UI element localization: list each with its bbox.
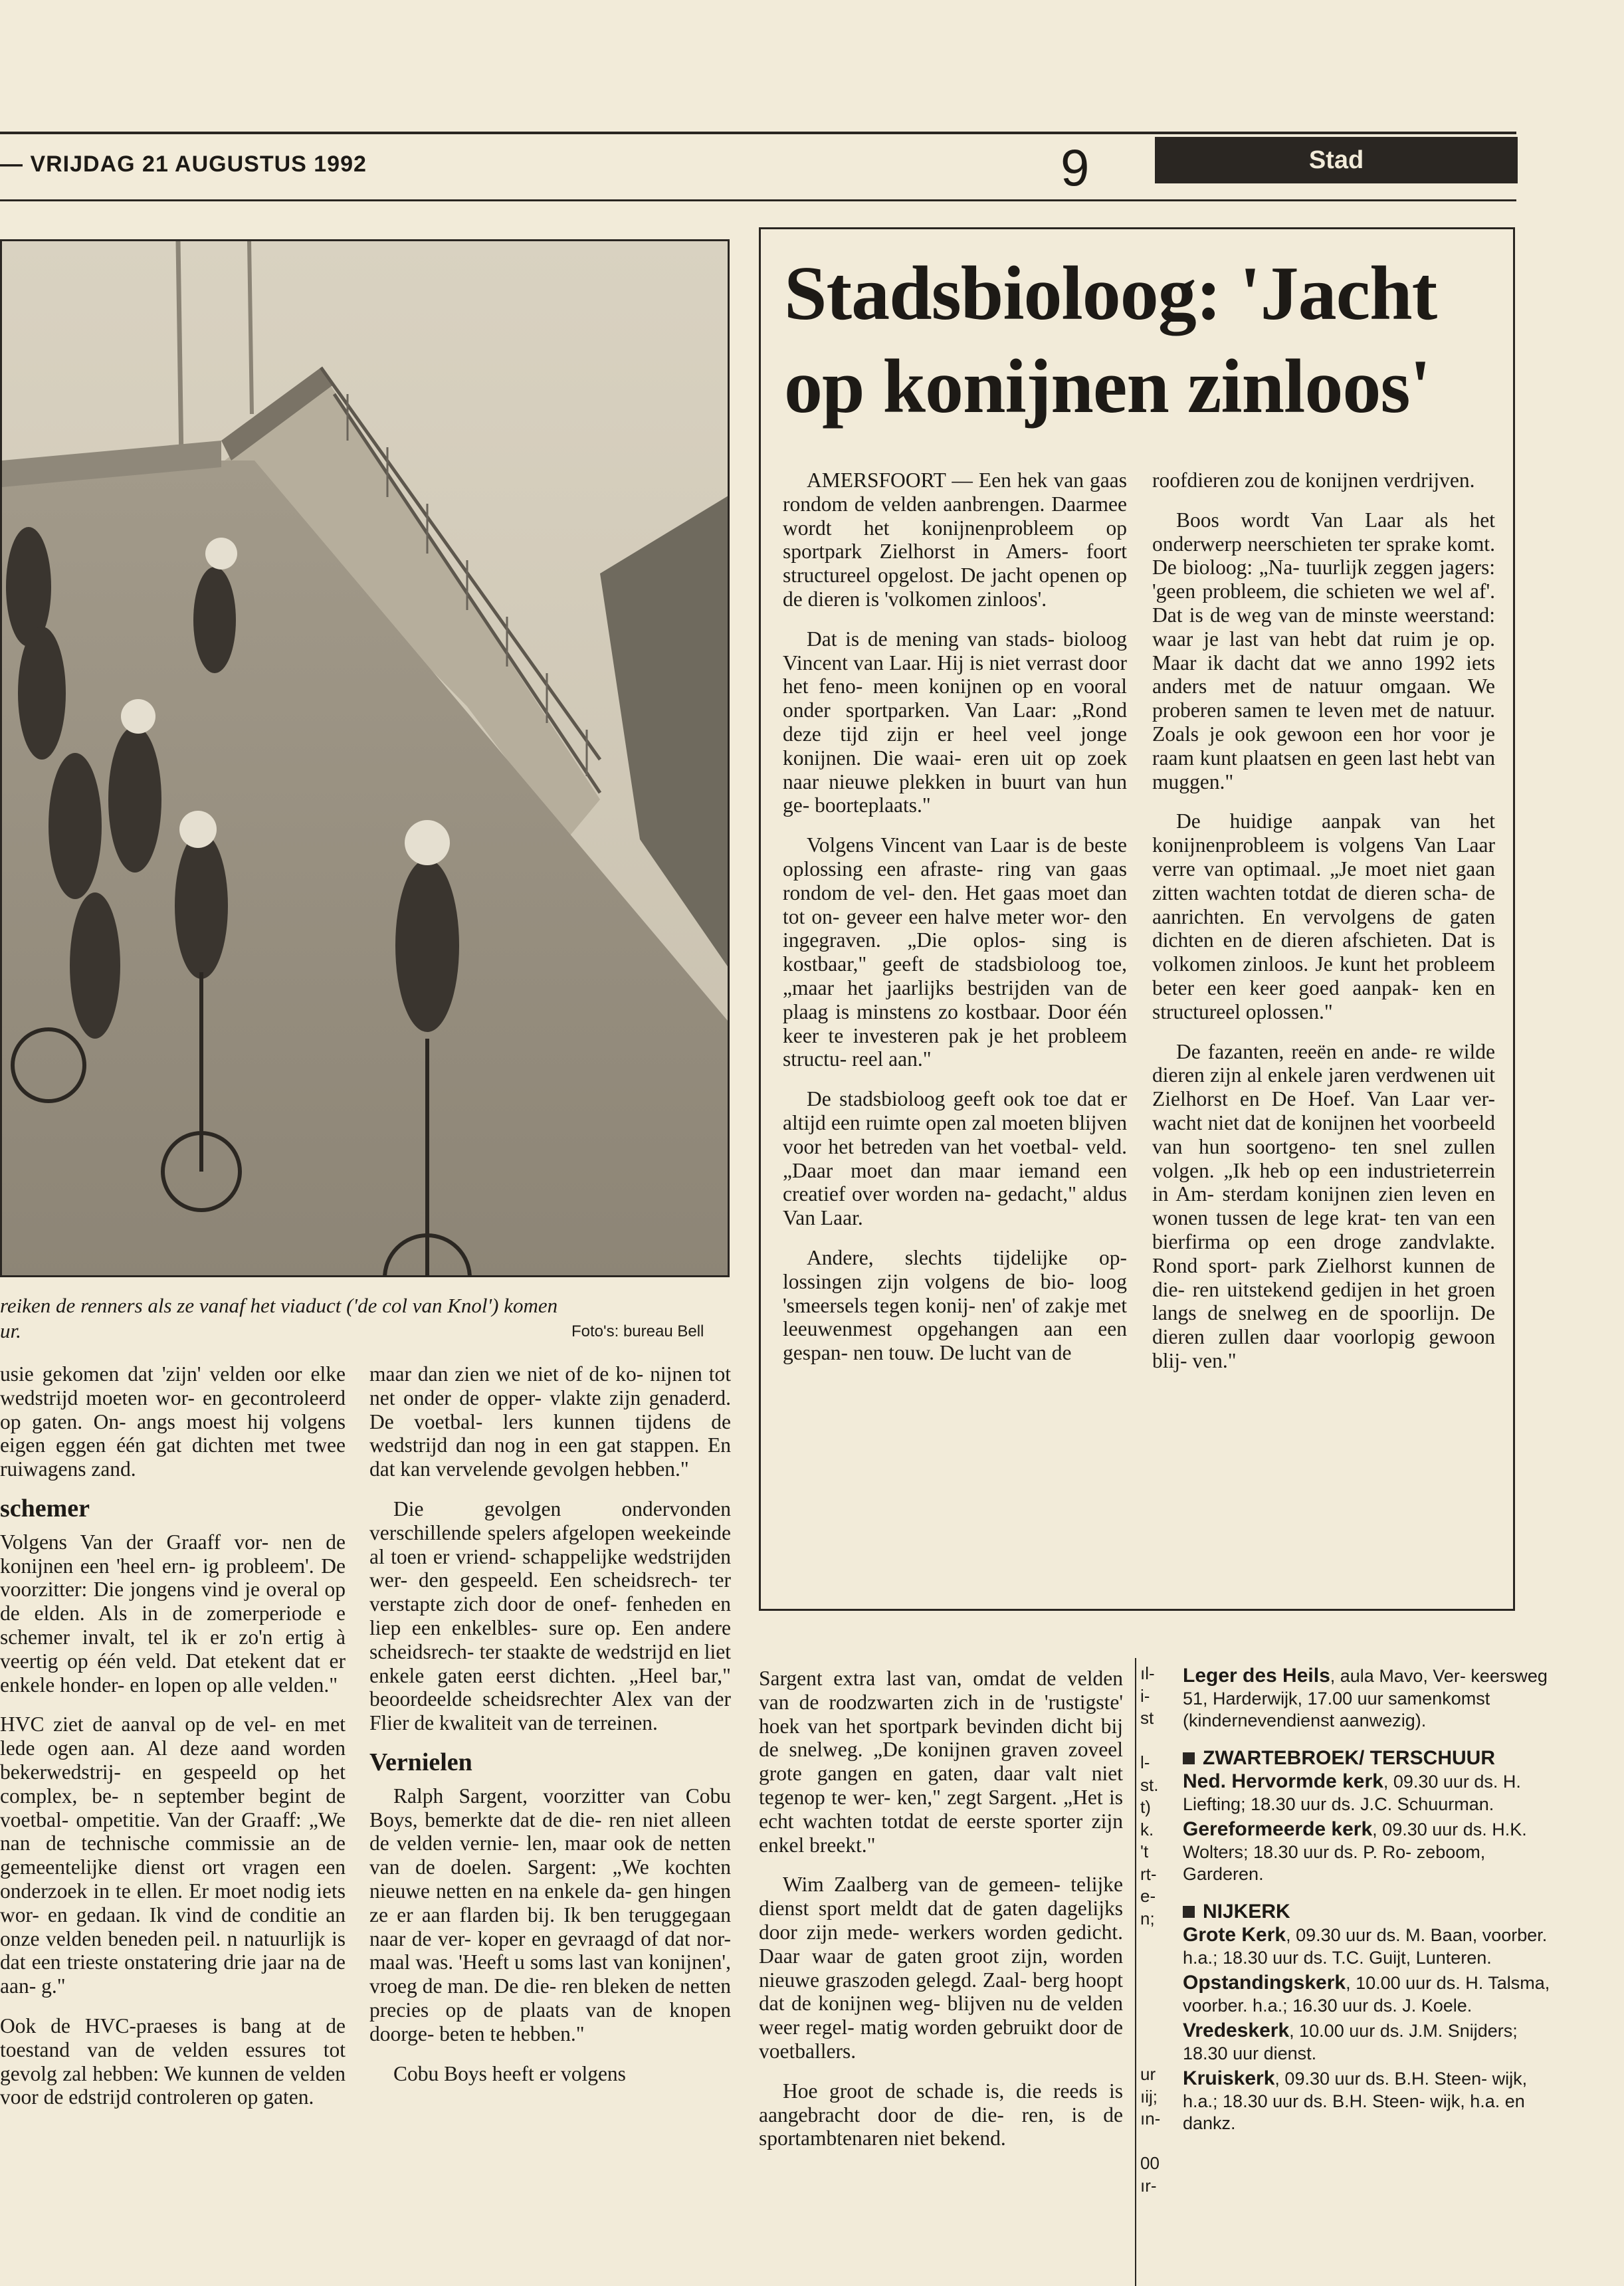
paragraph: Cobu Boys heeft er volgens: [393, 2061, 626, 2085]
listing-entry: [1183, 1665, 1555, 1732]
left-article-col2: [369, 1362, 731, 2286]
church-name: Kruiskerk: [1183, 2067, 1275, 2089]
main-headline: Stadsbioloog: 'Jacht op konijnen zinloos': [784, 251, 1437, 429]
listing-entry: [1183, 1924, 1555, 1969]
paragraph: Ralph Sargent, voorzitter van Cobu Boys, bemerkte dat de die- ren niet alleen de velden vernie- len, maar ook de netten van de doelen. Sargent: „We kochten nieuwe netten en na enkele da- gen hingen ze er aan flarden bij. Ik ben teruggegaan naar de ver- koper en gevraagd of dat nor- maal was. 'Heeft u soms last van konijnen', vroeg de man. De die- ren bleken de netten precies op de plaats van de knopen doorge- beten te hebben.": [369, 1784, 731, 2045]
main-article-col2: [1152, 468, 1495, 1605]
service-details: , 09.30 uur ds. H. Liefting; 18.30 uur ds. J.C. Schuurman.: [1183, 1772, 1521, 1814]
square-bullet-icon: [1183, 1752, 1195, 1764]
paragraph: Hoe groot de schade is, die reeds is aangebracht door de die- ren, is de sportambtenaren niet bekend.: [759, 2079, 1123, 2150]
cyclists-photo-image: [2, 241, 730, 1277]
church-name: Ned. Hervormde kerk: [1183, 1770, 1383, 1792]
service-details: , 10.00 uur ds. J.M. Snijders; 18.30 uur dienst.: [1183, 2021, 1518, 2063]
paragraph: Ook de HVC-praeses is bang at de toestand van de velden essures tot gevolg zal hebben: We kunnen de velden voor de edstrijd controleren op gaten.: [0, 2014, 346, 2109]
paragraph: usie gekomen dat 'zijn' velden oor elke wedstrijd moeten wor- en gecontroleerd op gaten. On- angs moest hij volgens eigen eggen één gat dichten met twee ruiwagens zand.: [0, 1362, 346, 1481]
church-name: Vredeskerk: [1183, 2020, 1290, 2041]
paragraph: Andere, slechts tijdelijke op- lossingen zijn volgens de bio- loog 'smeersels tegen konij- nen' of zakje met leeuwenmest opgehangen aan een gespan- nen touw. De lucht van de: [783, 1245, 1127, 1365]
header-top-rule: [0, 132, 1516, 134]
cyclists-photo: [0, 239, 730, 1277]
paragraph: AMERSFOORT — Een hek van gaas rondom de velden aanbrengen. Daarmee wordt het konijnenprobleem op sportpark Zielhorst in Amers- foort structureel opgelost. De jacht openen op de dieren is 'volkomen zinloos'.: [783, 468, 1127, 611]
paragraph: Die gevolgen ondervonden verschillende spelers afgelopen weekeinde al toen er vriend- schappelijke wedstrijden wer- den gespeeld. Een scheidsrech- ter verstapte zich door de onef- fenheden en liep een enkelbles- sure op. Een andere scheidsrech- ter staakte de wedstrijd en liet enkele gaten eerst dichten. „Heel bar," beoordeelde scheidsrechter Alex van der Flier de kwaliteit van de terreinen.: [369, 1497, 731, 1735]
service-details: , 09.30 uur ds. B.H. Steen- wijk, h.a.; 18.30 uur ds. B.H. Steen- wijk, h.a. en dankz.: [1183, 2069, 1528, 2133]
place-name: NIJKERK: [1203, 1900, 1290, 1922]
adjacent-column-fragments: ıl- i- st l- st. t) k. 't rt- e- n; ur ıij; ın- 00 ır-: [1140, 1663, 1161, 2196]
church-listing: [1183, 1665, 1555, 2138]
square-bullet-icon: [1183, 1906, 1195, 1918]
photo-caption-text: reiken de renners als ze vanaf het viaduct ('de col van Knol') komen: [0, 1294, 558, 1317]
paragraph: Volgens Vincent van Laar is de beste oplossing een afraste- ring van gaas rondom de vel- den. Het gaas moet dan tot on- geveer een halve meter wor- den ingegraven. „Die oplos- sing is kostbaar," geeft de stadsbioloog toe, „maar het jaarlijks bestrijden van de plaag is minstens zo kostbaar. Door één keer te investeren pak je het probleem structu- reel aan.": [783, 833, 1127, 1071]
service-details: , 10.00 uur ds. H. Talsma, voorber. h.a.; 16.30 uur ds. J. Koele.: [1183, 1973, 1550, 2016]
place-heading: [1183, 1747, 1555, 1770]
section-label: Stad: [1155, 137, 1518, 183]
place-name: ZWARTEBROEK/ TERSCHUUR: [1203, 1746, 1495, 1769]
paragraph: De huidige aanpak van het konijnenprobleem is volgens Van Laar verre van optimaal. „Je moet niet gaan zitten wachten totdat de dieren scha- de aanrichten. En vervolgens de gaten dichten en de dieren afschieten. Dat is volkomen zinloos. Je kunt het probleem beter een keer goed aanpak- ken en structureel oplossen.": [1152, 809, 1495, 1023]
listing-entry: [1183, 1770, 1555, 1816]
subhead-vernielen: Vernielen: [369, 1748, 472, 1776]
paragraph: Wim Zaalberg van de gemeen- telijke dienst sport meldt dat de gaten dagelijks door zijn mede- werkers worden gedicht. Daar waar de gaten groot zijn, worden nieuwe graszoden gelegd. Zaal- berg hoopt dat de konijnen weg- blijven nu de velden weer regel- matig worden gebruikt door de voetballers.: [759, 1873, 1123, 2063]
church-name: Leger des Heils: [1183, 1665, 1330, 1687]
service-details: , 09.30 uur ds. M. Baan, voorber. h.a.; 18.30 uur ds. T.C. Guijt, Lunteren.: [1183, 1925, 1548, 1968]
paragraph: Dat is de mening van stads- bioloog Vincent van Laar. Hij is niet verrast door het feno- meen konijnen op en vooral onder sportparken. Van Laar: „Rond deze tijd zijn er heel veel jonge konijnen. Die waai- eren uit op zoek naar nieuwe plekken in buurt van hun ge- boorteplaats.": [783, 627, 1127, 817]
church-name: Opstandingskerk: [1183, 1972, 1346, 1994]
listing-entry: [1183, 2067, 1555, 2135]
service-details: , 09.30 uur ds. H.K. Wolters; 18.30 uur ds. P. Ro- zeboom, Garderen.: [1183, 1819, 1527, 1884]
left-article-col3: [759, 1667, 1123, 2286]
paragraph: roofdieren zou de konijnen verdrijven.: [1152, 468, 1475, 492]
service-details: , aula Mavo, Ver- keersweg 51, Harderwijk, 17.00 uur samenkomst (kindernevendienst aanwezig).: [1183, 1666, 1548, 1730]
photo-credit: Foto's: bureau Bell: [571, 1322, 704, 1340]
paragraph: De fazanten, reeën en ande- re wilde dieren zijn al enkele jaren verdwenen uit Zielhorst en De Hoef. Van Laar ver- wacht niet dat de konijnen het voorbeeld van hun soortgeno- ten snel zullen volgen. „Ik heb op een industrieterrein in Am- sterdam konijnen zien leven en wonen tussen de lege krat- ten van een bierfirma op een droge zandvlakte. Rond sport- park Zielhorst kunnen de die- ren uitstekend gedijen in het groen langs de snelweg en de spoorlijn. De dieren zullen daar voorlopig gewoon blij- ven.": [1152, 1039, 1495, 1372]
photo-caption-end: ur.: [0, 1319, 21, 1342]
main-article-col1: [783, 468, 1127, 1605]
listing-entry: [1183, 1972, 1555, 2017]
church-name: Grote Kerk: [1183, 1924, 1286, 1946]
page-number: 9: [1061, 138, 1090, 197]
paragraph: Volgens Van der Graaff vor- nen de konijnen een 'heel ern- ig probleem'. De voorzitter: Die jongens vind je overal op de elden. Als in de zomerperiode e schemer invalt, tel ik er zo'n ertig à veertig op één veld. Dat etekent dat er enkele honder- en lopen op alle velden.": [0, 1530, 346, 1697]
listing-entry: [1183, 2020, 1555, 2065]
listing-entry: [1183, 1818, 1555, 1886]
paragraph: De stadsbioloog geeft ook toe dat er altijd een ruimte open zal moeten blijven voor het betreden van het voetbal- veld. „Daar moet dan maar iemand een creatief over worden na- gedacht," aldus Van Laar.: [783, 1087, 1127, 1230]
subhead-schemer: schemer: [0, 1494, 90, 1522]
paragraph: Boos wordt Van Laar als het onderwerp neerschieten ter sprake komt. De bioloog: „Na- tuurlijk zeggen jagers: 'geen probleem, die schieten we wel af'. Dat is de weg van de minste weerstand: waar je last van hebt dat ruim je op. Maar ik dacht dat we anno 1992 iets anders met de natuur omgaan. We proberen samen te leven met de natuur. Zoals je ook gewoon een hor voor je raam kunt plaatsen en geen last hebt van muggen.": [1152, 508, 1495, 793]
paragraph: Sargent extra last van, omdat de velden van de roodzwarten zich in de 'rustigste' hoek van het sportpark bevinden dicht bij de snelweg. „De konijnen graven zoveel grote gangen en gaten, daar valt niet tegenop te wer- ken," zegt Sargent. „Het is echt wachten totdat de eerste sporter zijn enkel breekt.": [759, 1667, 1123, 1857]
left-article-col1: [0, 1362, 346, 2286]
listing-divider: [1135, 1658, 1136, 2286]
paragraph: maar dan zien we niet of de ko- nijnen tot net onder de opper- vlakte zijn genaderd. De voetbal- lers kunnen tijdens de wedstrijd dan nog in een gat stappen. En dat kan vervelende gevolgen hebben.": [369, 1362, 731, 1481]
header-bottom-rule: [0, 199, 1516, 201]
church-name: Gereformeerde kerk: [1183, 1818, 1373, 1840]
paragraph: HVC ziet de aanval op de vel- en met lede ogen aan. Al deze aand worden bekerwedstrij- en gespeeld op het complex, be- n september begint de voetbal- ompetitie. Van der Graaff: „We nan de technische commissie an de gemeentelijke dienst ort vragen een onderzoek in te ellen. Er moet nodig iets wor- en gedaan. Ik vind de conditie an onze velden beneden peil. n natuurlijk is dat een trieste onstatering drie jaar na de aan- g.": [0, 1713, 346, 1998]
issue-date: — VRIJDAG 21 AUGUSTUS 1992: [0, 152, 367, 177]
place-heading: [1183, 1901, 1555, 1923]
